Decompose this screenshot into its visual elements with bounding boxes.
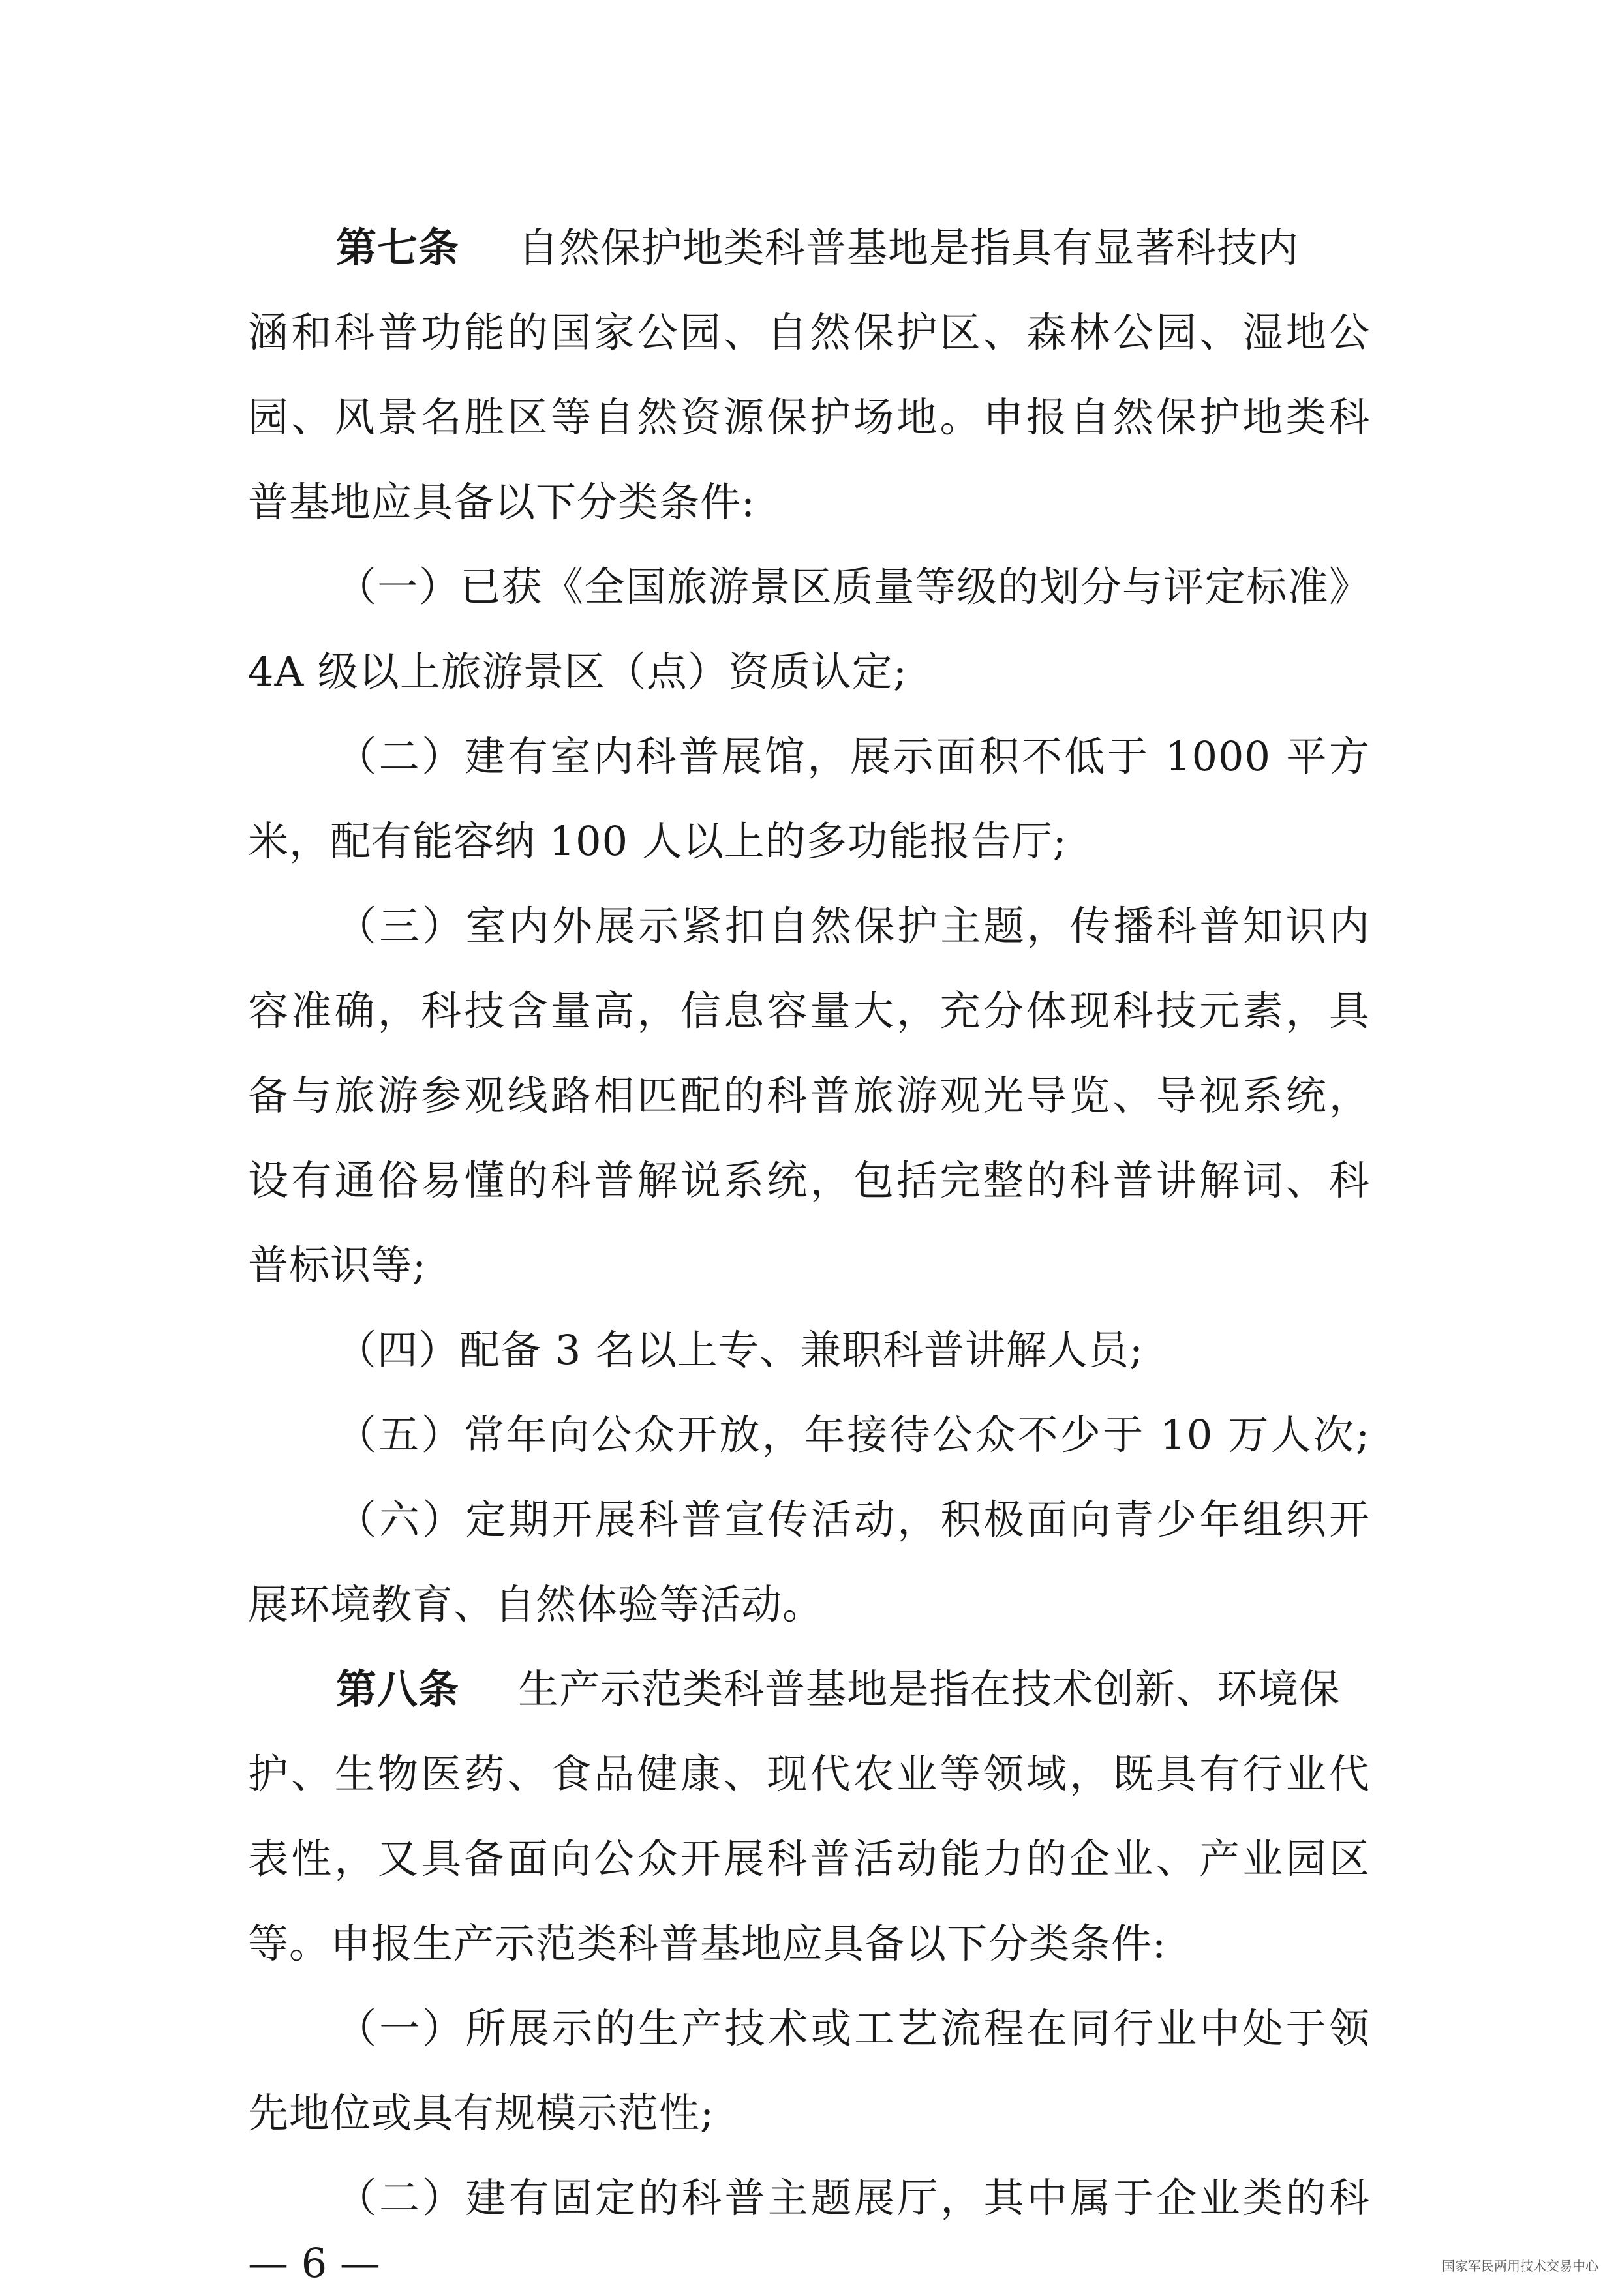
article-8-heading: 第八条 [336,1665,460,1713]
page-number: — 6 — [248,2239,380,2287]
article-7-line-4: 普基地应具备以下分类条件: [248,478,756,526]
article-7-item-3: （三）室内外展示紧扣自然保护主题，传播科普知识内 [336,902,1370,950]
article-7-line-3: 园、风景名胜区等自然资源保护场地。申报自然保护地类科 [248,393,1370,441]
article-8-item-1-cont: 先地位或具有规模示范性; [248,2089,714,2137]
article-8-item-2: （二）建有固定的科普主题展厅，其中属于企业类的科 [336,2174,1370,2222]
article-7-item-5: （五）常年向公众开放，年接待公众不少于 10 万人次; [336,1411,1370,1458]
article-7-line-2: 涵和科普功能的国家公园、自然保护区、森林公园、湿地公 [248,309,1370,356]
article-8-line-2: 护、生物医药、食品健康、现代农业等领域，既具有行业代 [248,1750,1370,1798]
article-7-item-3-cont-4: 普标识等; [248,1241,427,1289]
article-8-line-1 [248,1644,1370,1735]
article-7-item-1-cont: 4A 级以上旅游景区（点）资质认定; [248,648,908,695]
article-7-heading: 第七条 [336,224,460,271]
article-7-item-6: （六）定期开展科普宣传活动，积极面向青少年组织开 [336,1496,1370,1543]
article-8-text: 生产示范类科普基地是指在技术创新、环境保 [518,1665,1341,1713]
watermark-text: 国家军民两用技术交易中心 [1442,2258,1598,2274]
article-7-item-2-cont: 米，配有能容纳 100 人以上的多功能报告厅; [248,817,1067,865]
article-8-line-3: 表性，又具备面向公众开展科普活动能力的企业、产业园区 [248,1835,1370,1882]
article-7-text: 自然保护地类科普基地是指具有显著科技内 [518,224,1300,271]
article-7-item-1: （一）已获《全国旅游景区质量等级的划分与评定标准》 [336,563,1370,611]
article-7-item-3-cont-1: 容准确，科技含量高，信息容量大，充分体现科技元素，具 [248,987,1370,1035]
article-7-item-6-cont: 展环境教育、自然体验等活动。 [248,1580,824,1628]
article-7-item-2: （二）建有室内科普展馆，展示面积不低于 1000 平方 [336,733,1370,780]
article-7-item-3-cont-2: 备与旅游参观线路相匹配的科普旅游观光导览、导视系统， [248,1072,1370,1119]
article-7-item-3-cont-3: 设有通俗易懂的科普解说系统，包括完整的科普讲解词、科 [248,1156,1370,1204]
article-7-item-4: （四）配备 3 名以上专、兼职科普讲解人员; [336,1326,1144,1374]
article-8-line-4: 等。申报生产示范类科普基地应具备以下分类条件: [248,1920,1167,1967]
article-8-item-1: （一）所展示的生产技术或工艺流程在同行业中处于领 [336,2004,1370,2052]
article-7-line-1 [248,202,1370,294]
